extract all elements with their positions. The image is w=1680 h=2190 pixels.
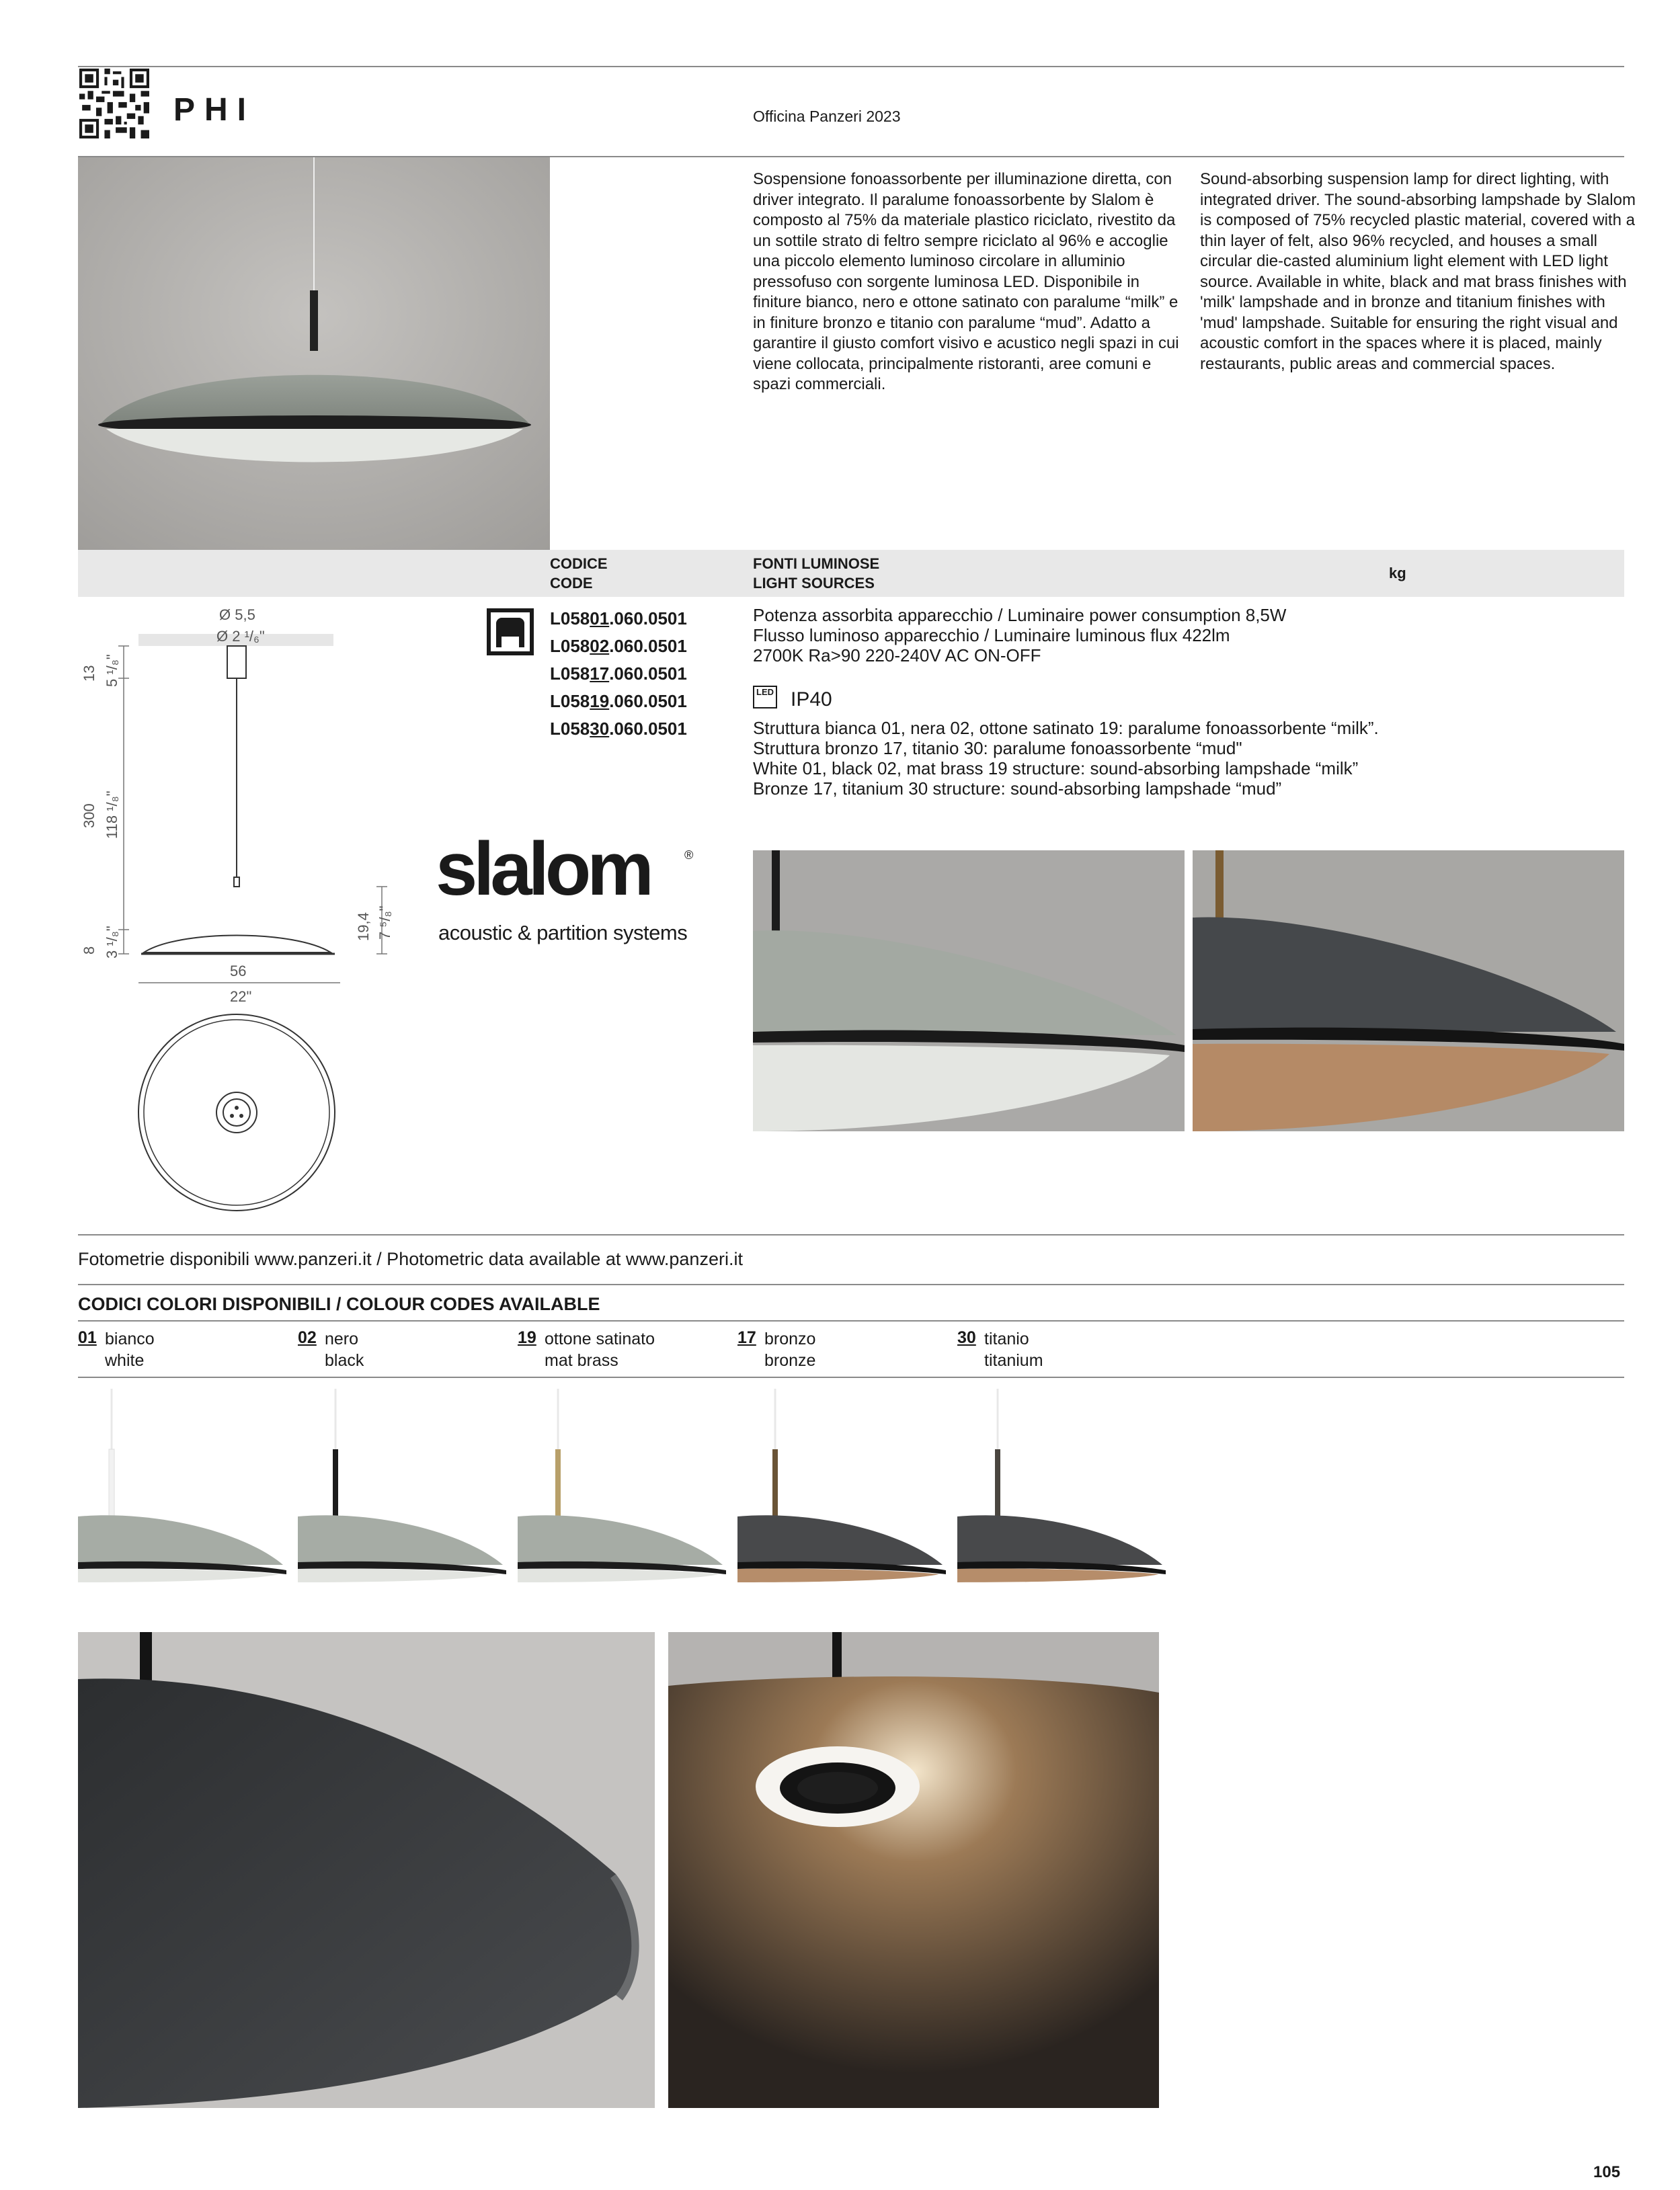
slalom-registered-mark: ® <box>684 848 694 862</box>
dim-cable-length-cm: 300 <box>81 803 97 828</box>
structure-line: Bronze 17, titanium 30 structure: sound-absorbing lampshade “mud” <box>753 778 1282 799</box>
dim-canopy-height-cm: 13 <box>81 665 97 682</box>
photo-led-detail <box>668 1632 1159 2108</box>
ip-rating: IP40 <box>791 688 832 711</box>
dim-width-in: 22" <box>230 988 252 1005</box>
thumb-bronze <box>737 1389 946 1582</box>
code-header-it: CODICE <box>550 555 608 572</box>
suspension-lamp-icon <box>487 608 534 655</box>
weight-header: kg <box>1389 565 1406 581</box>
dim-shade-height-cm: 8 <box>81 946 97 955</box>
description-english: Sound-absorbing suspension lamp for direct lighting, with integrated driver. The sound-absorbing lampshade by Slalom is composed of 75% recycled plastic material, covered with a thin layer of felt, also 96% recycled, and houses a small circular die-casted aluminium light element with LED light source. Available in white, black and mat brass finishes with 'milk' lampshade and in bronze and titanium finishes with 'mud' lampshade. Suitable for ensuring the right visual and acoustic comfort in the spaces where it is placed, mainly restaurants, public areas and commercial spaces. <box>1200 170 1636 373</box>
top-rule <box>78 66 1624 67</box>
slalom-logo: slalom <box>436 827 650 911</box>
photometric-rule-top <box>78 1234 1624 1235</box>
sources-header-it: FONTI LUMINOSE <box>753 555 880 572</box>
colour-name-it: ottone satinato <box>545 1330 655 1348</box>
code-row-19[interactable]: L05819.060.0501 <box>550 691 687 711</box>
colour-codes-title: CODICI COLORI DISPONIBILI / COLOUR CODES AVAILABLE <box>78 1294 600 1314</box>
colour-code-number: 19 <box>518 1328 536 1347</box>
product-photo-main <box>78 157 550 550</box>
sources-header <box>753 554 879 593</box>
colour-name-it: nero <box>325 1330 359 1348</box>
code-row-02[interactable]: L05802.060.0501 <box>550 636 687 656</box>
colour-name-en: black <box>325 1351 364 1370</box>
colour-name-en: mat brass <box>545 1351 618 1370</box>
product-codes <box>550 605 687 743</box>
catalogue-label: Officina Panzeri 2023 <box>753 108 901 125</box>
light-source-specs <box>753 605 1286 665</box>
photometric-note[interactable]: Fotometrie disponibili www.panzeri.it / Photometric data available at www.panzeri.it <box>78 1249 743 1269</box>
dim-total-height-in: 7 ⁵/₈" <box>376 905 393 940</box>
detail-photo-mud <box>1193 850 1624 1131</box>
technical-drawing <box>78 602 401 1227</box>
structure-line: White 01, black 02, mat brass 19 structure: sound-absorbing lampshade “milk” <box>753 758 1359 778</box>
slalom-tagline: acoustic & partition systems <box>438 921 688 944</box>
colour-code-number: 02 <box>298 1328 317 1347</box>
dim-shade-height-in: 3 ¹/₈" <box>104 926 120 959</box>
structure-line: Struttura bianca 01, nera 02, ottone satinato 19: paralume fonoassorbente “milk”. <box>753 718 1379 738</box>
code-row-01[interactable]: L05801.060.0501 <box>550 608 687 628</box>
structure-line: Struttura bronzo 17, titanio 30: paralume fonoassorbente “mud" <box>753 738 1242 758</box>
code-row-30[interactable]: L05830.060.0501 <box>550 719 687 739</box>
code-header <box>550 554 608 593</box>
colour-name-it: bianco <box>105 1330 155 1348</box>
photo-felt-closeup <box>78 1632 655 2108</box>
colour-code-label <box>545 1328 719 1371</box>
dim-canopy-height-in: 5 ¹/₈" <box>104 654 120 687</box>
colour-code-label <box>325 1328 499 1371</box>
dim-total-height-cm: 19,4 <box>355 912 372 941</box>
colour-code-label <box>764 1328 939 1371</box>
colour-code-label <box>984 1328 1159 1371</box>
dim-canopy-diameter-in: Ø 2 ¹/₆" <box>216 628 265 645</box>
spec-source: 2700K Ra>90 220-240V AC ON-OFF <box>753 645 1041 665</box>
colour-name-en: bronze <box>764 1351 816 1370</box>
dim-cable-length-in: 118 ¹/₈" <box>104 790 120 839</box>
code-row-17[interactable]: L05817.060.0501 <box>550 663 687 684</box>
colour-code-label <box>105 1328 280 1371</box>
sources-header-en: LIGHT SOURCES <box>753 575 875 592</box>
code-header-en: CODE <box>550 575 593 592</box>
photometric-rule-bottom <box>78 1284 1624 1285</box>
colour-name-it: bronzo <box>764 1330 816 1348</box>
spec-flux: Flusso luminoso apparecchio / Luminaire luminous flux 422lm <box>753 625 1230 645</box>
colour-code-number: 30 <box>957 1328 976 1347</box>
colour-code-number: 01 <box>78 1328 97 1347</box>
thumb-black <box>298 1389 506 1582</box>
structure-notes <box>753 718 1379 799</box>
spec-power: Potenza assorbita apparecchio / Luminaire power consumption 8,5W <box>753 605 1287 625</box>
product-title: PHI <box>173 92 256 128</box>
description-italian: Sospensione fonoassorbente per illuminazione diretta, con driver integrato. Il paralume fonoassorbente by Slalom è composto al 75% da materiale plastico riciclato, rivestito da un sottile strato di feltro sempre riciclato al 96% e accoglie una piccolo elemento luminoso circolare in alluminio pressofuso con sorgente luminosa LED. Disponibile in finiture bianco, nero e ottone satinato con paralume “milk” e in finiture bronzo e titanio con paralume “mud”. Adatto a garantire il giusto comfort visivo e acustico negli spazi in cui viene collocata, principalmente ristoranti, aree comuni e spazi commerciali. <box>753 170 1179 393</box>
colour-name-it: titanio <box>984 1330 1029 1348</box>
detail-photo-milk <box>753 850 1185 1131</box>
colour-codes-rule-top <box>78 1320 1624 1322</box>
led-icon: LED <box>753 686 777 708</box>
colour-code-number: 17 <box>737 1328 756 1347</box>
thumb-white <box>78 1389 286 1582</box>
colour-name-en: titanium <box>984 1351 1043 1370</box>
thumb-mat-brass <box>518 1389 726 1582</box>
colour-name-en: white <box>105 1351 145 1370</box>
page-number: 105 <box>1593 2163 1621 2181</box>
thumb-titanium <box>957 1389 1166 1582</box>
dim-canopy-diameter-cm: Ø 5,5 <box>219 606 255 623</box>
qr-code-icon[interactable] <box>79 69 149 138</box>
dim-width-cm: 56 <box>230 963 247 979</box>
colour-codes-rule-bottom <box>78 1377 1624 1378</box>
